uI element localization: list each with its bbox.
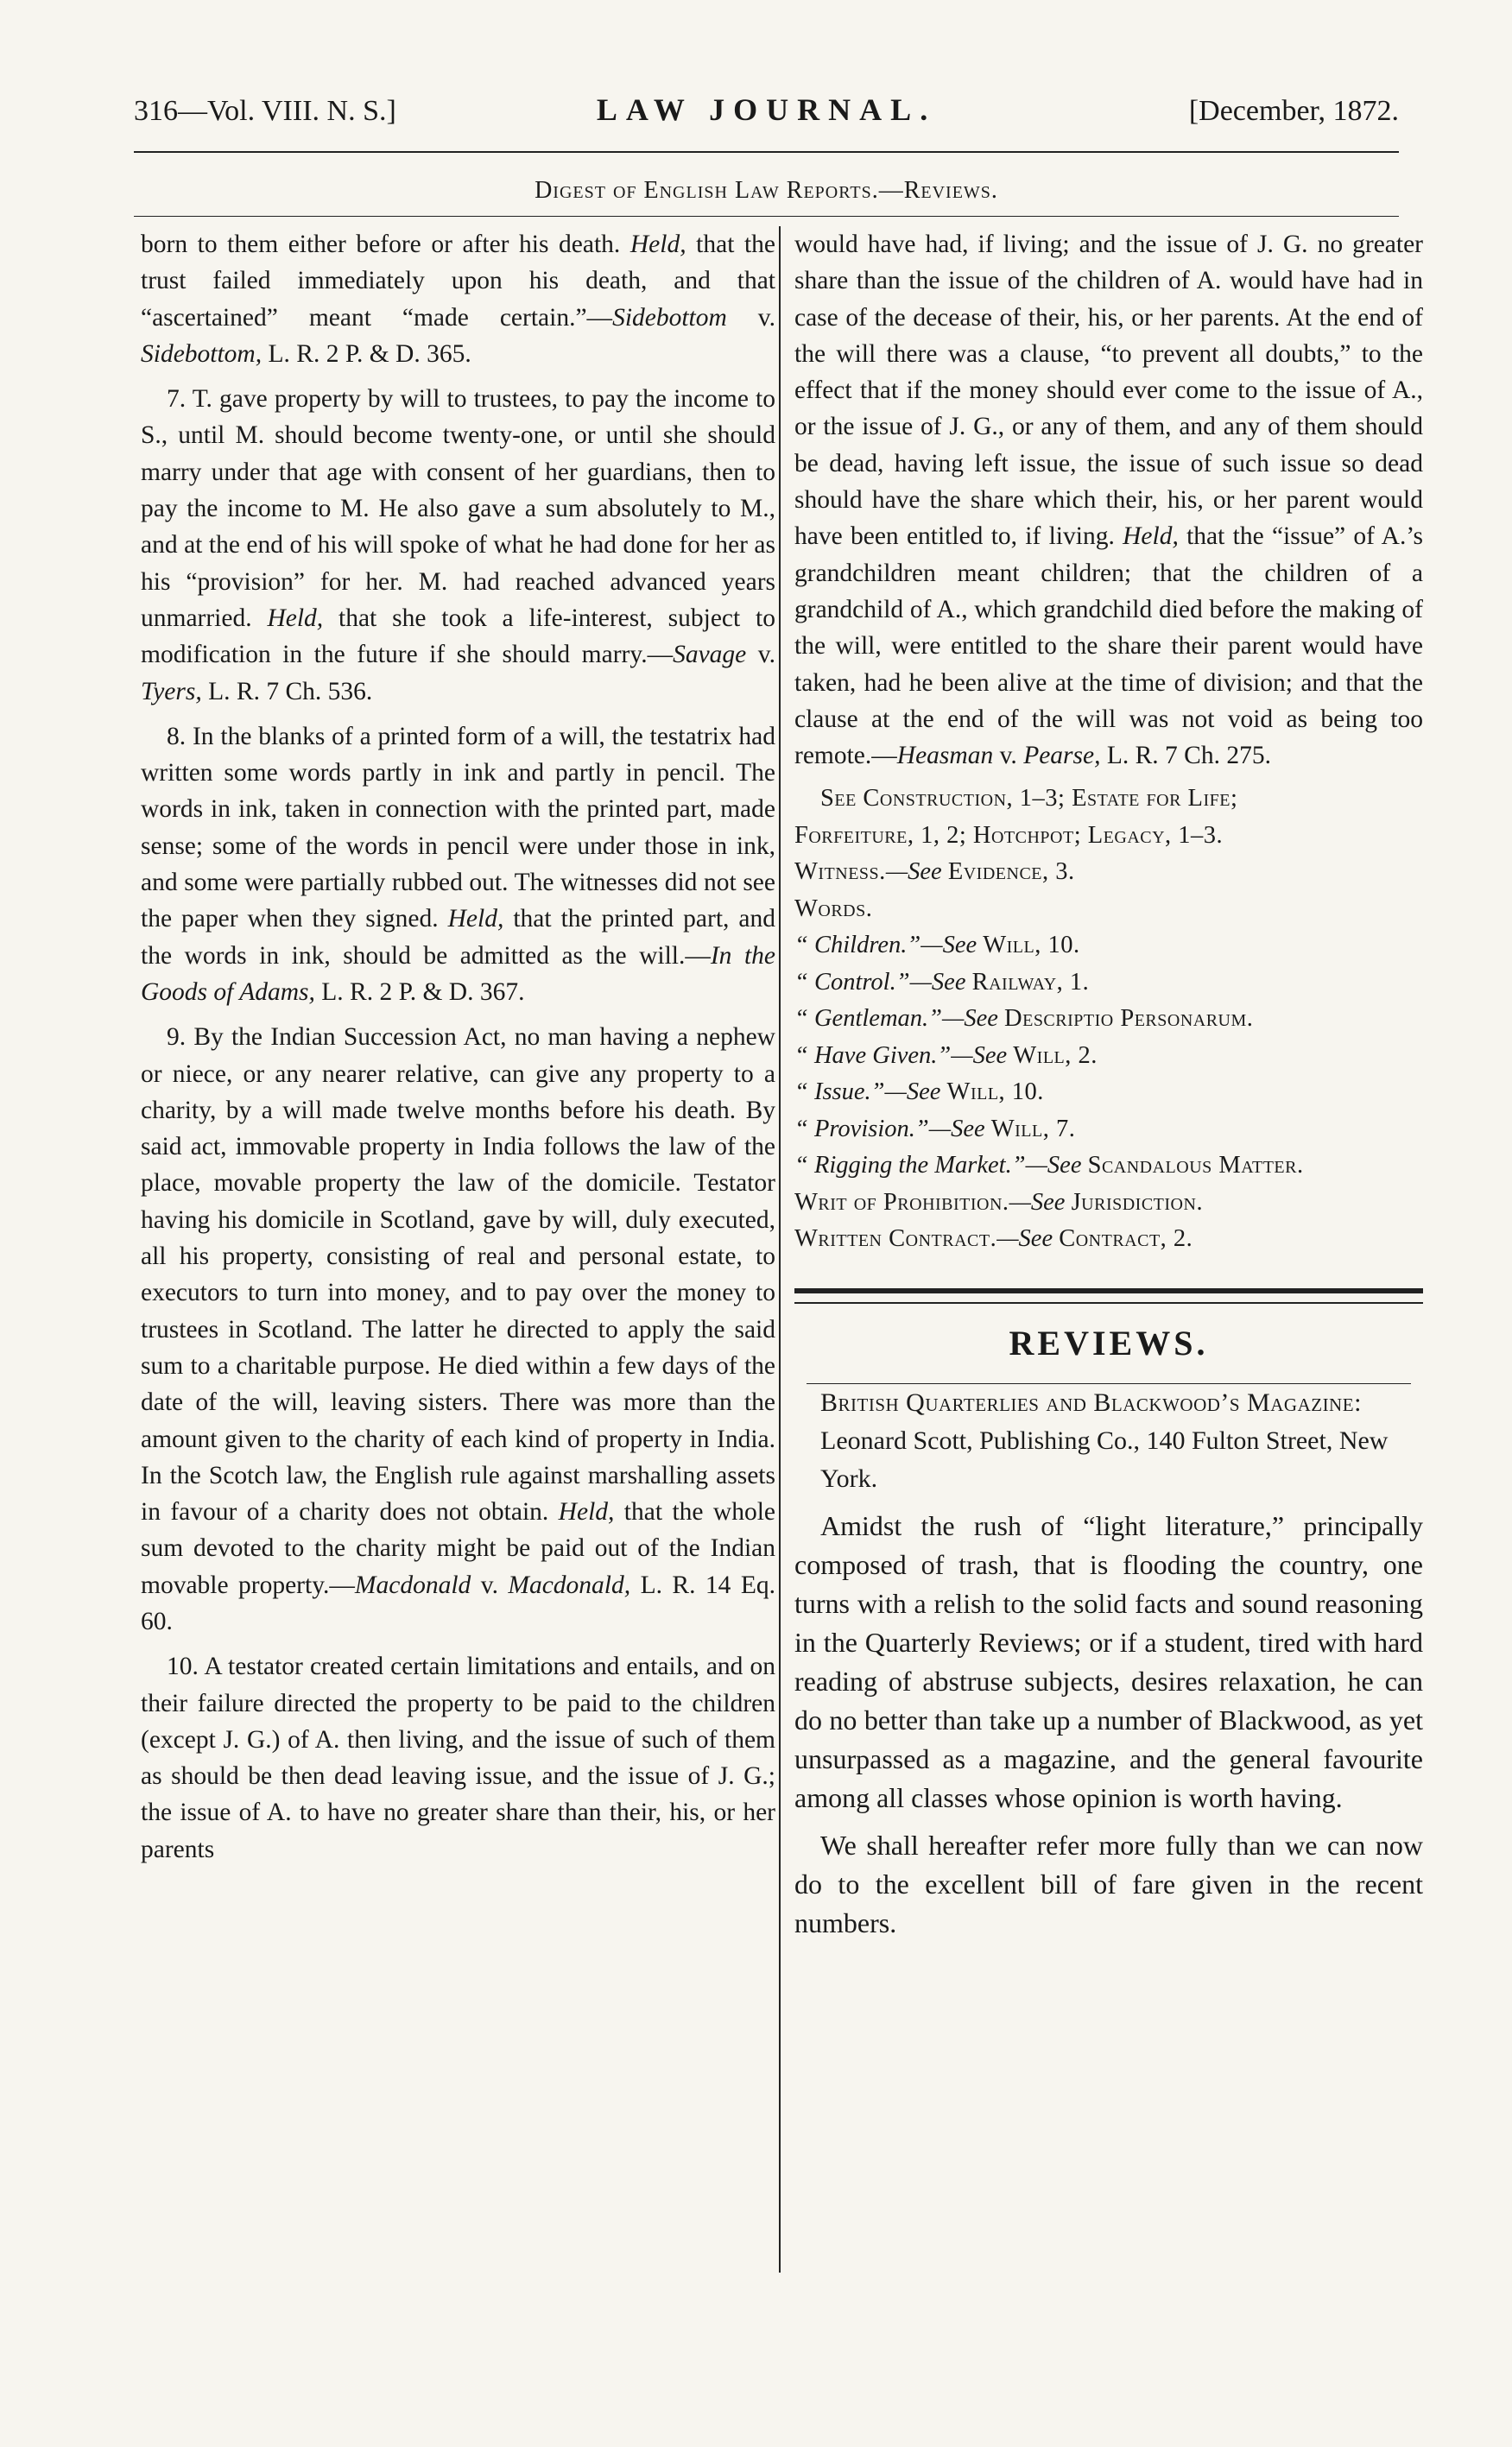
index-word-entry: “ Provision.”—See Will, 7. <box>794 1115 1076 1142</box>
case-entry-6-end: born to them either before or after his death. Held, that the trust failed immediately upon his death, and that “ascertained” meant “made certain.”—Sidebottom v. Sidebottom, L. R. 2 P. & D. 365. <box>141 231 775 368</box>
column-divider <box>779 226 781 2273</box>
right-column <box>794 226 1423 1943</box>
index-word-entry: “ Control.”—See Railway, 1. <box>794 968 1090 996</box>
journal-title: LAW JOURNAL. <box>596 92 937 127</box>
reviews-heading: REVIEWS. <box>1009 1323 1209 1363</box>
index-word-entry: “ Have Given.”—See Will, 2. <box>794 1041 1098 1069</box>
review-paragraph-2: We shall hereafter refer more fully than we can now do to the excellent bill of fare given in the recent numbers. <box>794 1829 1423 1938</box>
reviews-double-rule <box>794 1288 1423 1304</box>
page-volume: 316—Vol. VIII. N. S.] <box>134 95 396 127</box>
review-paragraph-1: Amidst the rush of “light literature,” principally composed of trash, that is flooding the country, one turns with a relish to the solid facts and sound reasoning in the Quarterly Reviews; or if a student, tired with hard reading of abstruse subjects, desires relaxation, he can do no better than take up a number of Blackwood, as yet unsurpassed as a magazine, and the general favourite among all classes whose opinion is worth having. <box>794 1509 1423 1813</box>
header-rule <box>134 151 1399 153</box>
see-also-line-1: See Construction, 1–3; Estate for Life; <box>820 785 1238 813</box>
section-rule <box>134 216 1399 217</box>
see-also-line-2: Forfeiture, 1, 2; Hotchpot; Legacy, 1–3. <box>794 821 1224 849</box>
case-entry-9: 9. By the Indian Succession Act, no man having a nephew or niece, or any nearer relative, can give any property to a charity, by a will made twelve months before his death. By said act, immovable property in India follows the law of the place, movable property the law of the domicile. Testator having his domicile in Scotland, gave by will, duly executed, all his property, consisting of real and personal estate, to executors to turn into money, and to pay over the money to trustees in Scotland. The latter he directed to apply the said sum to a charitable purpose. He died within a few days of the date of the will, leaving sisters. There was more than the amount given to the charity of each kind of property in India. In the Scotch law, the English rule against marshalling assets in favour of a charity does not obtain. Held, that the whole sum devoted to the charity might be paid out of the Indian movable property.—Macdonald v. Macdonald, L. R. 14 Eq. 60. <box>141 1023 775 1635</box>
index-witness: Witness.—See Evidence, 3. <box>794 858 1075 886</box>
review-publication-heading: British Quarterlies and Blackwood’s Magazine: Leonard Scott, Publishing Co., 140 Fulton Street, New York. <box>820 1388 1389 1493</box>
case-entry-10-end: would have had, if living; and the issue of J. G. no greater share than the issue of the children of A. would have had in case of the decease of their, his, or her parents. At the end of the will there was a clause, “to prevent all doubts,” to the effect that if the money should ever come to the issue of A., or the issue of J. G., or any of them, and any of them should be dead, having left issue, the issue of such issue so dead should have the share which their, his, or her parent would have been entitled to, if living. Held, that the “issue” of A.’s grandchildren meant children; that the children of a grandchild of A., which grandchild died before the making of the will, were entitled to the share their parent would have taken, had he been alive at the time of division; and that the clause at the end of the will was not void as being too remote.—Heasman v. Pearse, L. R. 7 Ch. 275. <box>794 231 1424 770</box>
left-column <box>141 226 775 1868</box>
section-heading: Digest of English Law Reports.—Reviews. <box>535 177 998 204</box>
index-word-entry: “ Rigging the Market.”—See Scandalous Matter. <box>794 1152 1304 1179</box>
index-written-contract: Written Contract.—See Contract, 2. <box>794 1225 1193 1253</box>
case-entry-7: 7. T. gave property by will to trustees, to pay the income to S., until M. should become twenty-one, or until she should marry under that age with consent of her guardians, then to pay the income to M. He also gave a sum absolutely to M., and at the end of his will spoke of what he had done for her as his “provision” for her. M. had reached advanced years unmarried. Held, that she took a life-interest, subject to modification in the future if she should marry.—Savage v. Tyers, L. R. 7 Ch. 536. <box>141 385 775 705</box>
index-writ: Writ of Prohibition.—See Jurisdiction. <box>794 1188 1204 1216</box>
case-entry-8: 8. In the blanks of a printed form of a will, the testatrix had written some words partly in ink and partly in pencil. The words in ink, taken in connection with the printed part, made sense; some of the words in pencil were under those in ink, and some were partially rubbed out. The witnesses did not see the paper when they signed. Held, that the printed part, and the words in ink, should be admitted as the will.—In the Goods of Adams, L. R. 2 P. & D. 367. <box>141 722 775 1006</box>
index-word-entry: “ Children.”—See Will, 10. <box>794 932 1080 959</box>
issue-date: [December, 1872. <box>1188 95 1399 127</box>
index-word-entry: “ Gentleman.”—See Descriptio Personarum. <box>794 1005 1254 1033</box>
case-entry-10: 10. A testator created certain limitations and entails, and on their failure directed the property to be paid to the children (except J. G.) of A. then living, and the issue of such of them as should be then dead leaving issue, and the issue of J. G.; the issue of A. to have no greater share than their, his, or her parents <box>141 1653 775 1863</box>
index-words-heading: Words. <box>794 895 873 922</box>
index-word-entry: “ Issue.”—See Will, 10. <box>794 1078 1044 1106</box>
running-header <box>134 86 1399 138</box>
